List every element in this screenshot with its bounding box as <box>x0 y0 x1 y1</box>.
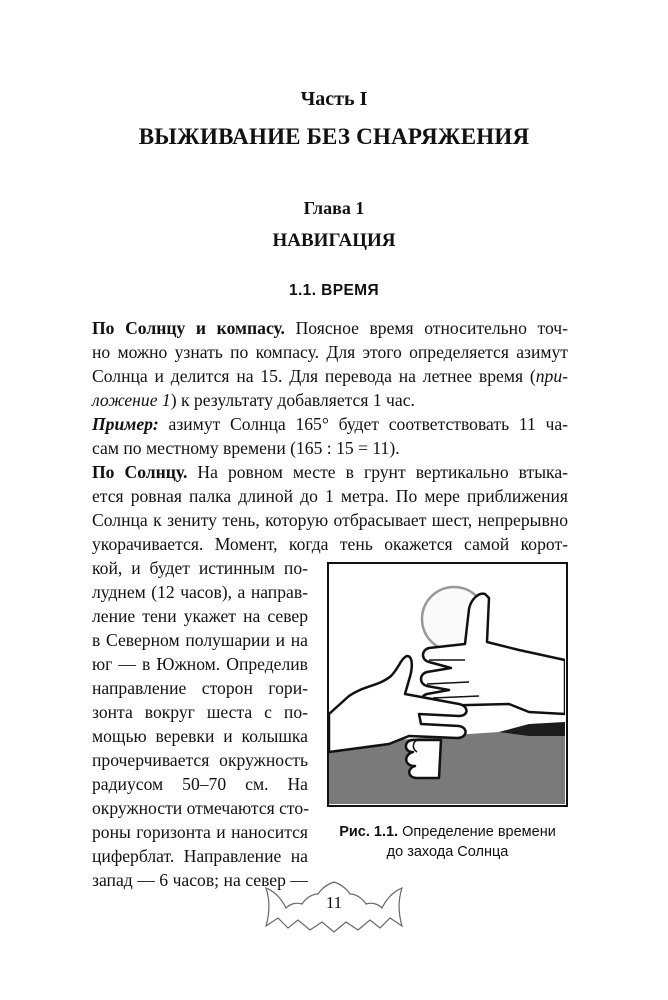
paragraph3-line2: ется ровная палка длиной до 1 метра. По мере приближения <box>92 486 568 506</box>
paragraph3-line4: укорачивается. Момент, когда тень окажется самой корот- <box>92 534 568 554</box>
paragraph3-line5: кой, и будет истинным по- <box>92 558 308 578</box>
chapter-title: Глава 1 <box>303 198 365 218</box>
paragraph2-line2: сам по местному времени (165 : 15 = 11). <box>92 438 400 458</box>
figure-sun-hands <box>327 562 568 807</box>
paragraph1-lead: По Солнцу и компасу. <box>92 318 285 338</box>
paragraph3-line18: запад — 6 часов; на север — <box>92 870 308 890</box>
paragraph1-line1 <box>92 316 568 340</box>
paragraph3-line7: ление тени укажет на север <box>92 606 308 626</box>
paragraph3-line15: окружности отмечаются сто- <box>92 798 310 818</box>
paragraph3-text: На ровном месте в грунт вертикально втыка- <box>187 462 568 482</box>
paragraph3-line9: юг — в Южном. Определив <box>92 654 308 674</box>
lower-fingers <box>406 740 441 778</box>
paragraph3-line16: роны горизонта и наносится <box>92 822 308 842</box>
appendix-ref: ложение 1 <box>92 390 171 410</box>
figure-caption-line1 <box>327 822 568 842</box>
paragraph3-lead: По Солнцу. <box>92 462 188 482</box>
paragraph3-line6: луднем (12 часов), а направ- <box>92 582 308 602</box>
figure-caption-line2: до захода Солнца <box>386 844 509 860</box>
example-label: Пример: <box>92 414 159 434</box>
paragraph3-line14: радиусом 50–70 см. На <box>92 774 308 794</box>
section-title: 1.1. ВРЕМЯ <box>288 282 380 299</box>
paragraph1-line4 <box>92 388 415 412</box>
figure-caption-label: Рис. 1.1. <box>339 824 399 840</box>
paragraph2-line1 <box>92 412 568 436</box>
paragraph1-line2: но можно узнать по компасу. Для этого определяется азимут <box>92 342 568 362</box>
paragraph1-text: Поясное время относительно точ- <box>284 318 569 338</box>
paragraph3-line13: прочерчивается окружность <box>92 750 308 770</box>
paragraph3-line11: зонта вокруг шеста с по- <box>92 702 308 722</box>
paragraph3-line17: циферблат. Направление на <box>92 846 308 866</box>
figure-caption-text: Определение времени <box>398 824 556 840</box>
paragraph3-line3: Солнца к зениту тень, которую отбрасывает шест, непрерывно <box>92 510 568 530</box>
paragraph3-line10: направление сторон гори- <box>92 678 308 698</box>
paragraph3-line1 <box>92 460 568 484</box>
hands-illustration <box>329 564 565 804</box>
appendix-ref: при- <box>535 366 568 386</box>
paragraph3-line8: в Северном полушарии и на <box>92 630 308 650</box>
paragraph1-text: ) к результату добавляется 1 час. <box>170 390 415 410</box>
paragraph3-line12: мощью веревки и колышка <box>92 726 308 746</box>
paragraph2-text: азимут Солнца 165° будет соответствовать 11 ча- <box>158 414 568 434</box>
paragraph1-line3 <box>92 364 568 388</box>
page-number: 11 <box>325 893 343 912</box>
part-subtitle: ВЫЖИВАНИЕ БЕЗ СНАРЯЖЕНИЯ <box>138 124 530 149</box>
part-title: Часть I <box>300 88 368 110</box>
chapter-subtitle: НАВИГАЦИЯ <box>272 230 396 251</box>
paragraph1-text: Солнца и делится на 15. Для перевода на летнее время ( <box>92 366 536 386</box>
